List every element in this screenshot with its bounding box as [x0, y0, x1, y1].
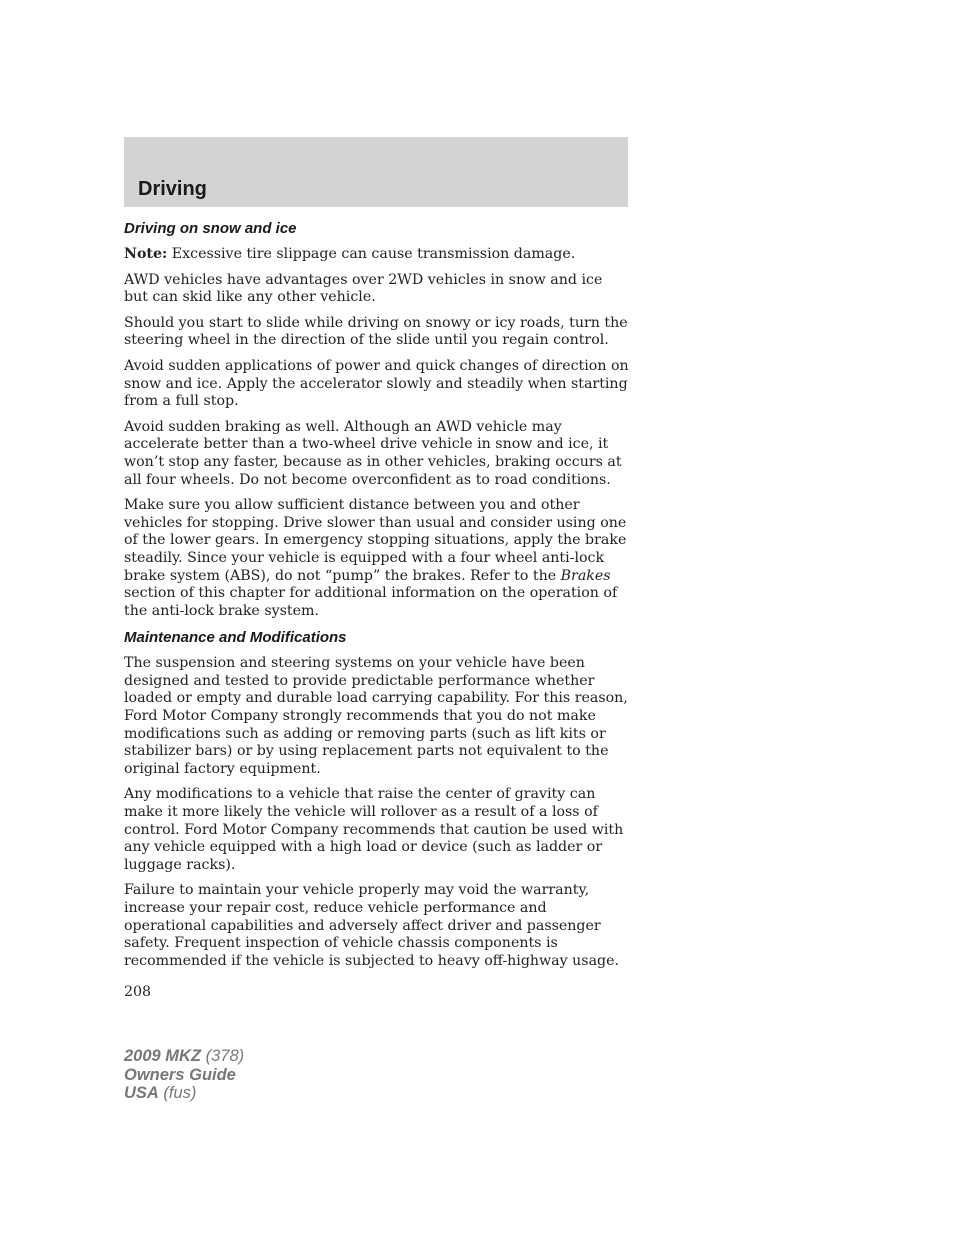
note-label: Note:: [124, 246, 168, 262]
paragraph: Avoid sudden braking as well. Although an AWD vehicle may accelerate better than a two-wheel drive vehicle in snow and ice, it won’t stop any faster, because as in other vehicles, braking occurs at all four wheels. Do not become overconfident as to road conditions.: [124, 418, 622, 488]
document-footer: [124, 1047, 244, 1103]
footer-market-code: (fus): [158, 1084, 197, 1102]
footer-market: USA: [124, 1084, 159, 1102]
footer-model-line: [124, 1047, 244, 1066]
page-content: [124, 219, 630, 1002]
section-heading-snow-ice: Driving on snow and ice: [124, 220, 297, 237]
paragraph: Failure to maintain your vehicle properly may void the warranty, increase your repair cost, reduce vehicle performance and operational capabilities and adversely affect driver and passenger safety. Frequent inspection of vehicle chassis components is recommended if the vehicle is subjected to heavy off-highway usage.: [124, 882, 620, 969]
chapter-header-band: [124, 137, 628, 207]
footer-guide: Owners Guide: [124, 1065, 236, 1084]
paragraph: Any modifications to a vehicle that raise the center of gravity can make it more likely the vehicle will rollover as a result of a loss of control. Ford Motor Company recommends that caution be used with any vehicle equipped with a high load or device (such as ladder or luggage racks).: [124, 786, 624, 873]
paragraph: The suspension and steering systems on your vehicle have been designed and tested to provide predictable performance whether loaded or empty and durable load carrying capability. For this reason, Ford Motor Company strongly recommends that you do not make modifications such as adding or removing parts (such as lift kits or stabilizer bars) or by using replacement parts not equivalent to the original factory equipment.: [124, 655, 628, 777]
page-number: 208: [124, 984, 152, 1001]
paragraph-text: section of this chapter for additional information on the operation of the anti-lock brake system.: [124, 585, 618, 619]
footer-guide-line: [124, 1066, 244, 1085]
paragraph: Avoid sudden applications of power and quick changes of direction on snow and ice. Apply the accelerator slowly and steadily when starting from a full stop.: [124, 357, 629, 410]
footer-market-line: [124, 1084, 244, 1103]
section-heading-maintenance: Maintenance and Modifications: [124, 629, 347, 647]
note-text: Excessive tire slippage can cause transmission damage.: [167, 246, 576, 262]
brakes-section-reference: Brakes: [560, 567, 611, 584]
footer-model-code: (378): [201, 1047, 245, 1065]
paragraph-text: Make sure you allow sufficient distance between you and other vehicles for stopping. Drive slower than usual and consider using one of the lower gears. In emergency stopping situations, apply the brake steadily. Since your vehicle is equipped with a four wheel anti-lock brake system (ABS), do not “pump” the brakes. Refer to the: [124, 497, 627, 584]
paragraph: Should you start to slide while driving on snowy or icy roads, turn the steering wheel in the direction of the slide until you regain control.: [124, 314, 628, 349]
chapter-title: Driving: [138, 178, 207, 200]
note-paragraph: [124, 246, 630, 264]
footer-model: 2009 MKZ: [124, 1047, 202, 1065]
paragraph-brakes-reference: [124, 497, 630, 620]
paragraph: AWD vehicles have advantages over 2WD vehicles in snow and ice but can skid like any other vehicle.: [124, 271, 603, 306]
